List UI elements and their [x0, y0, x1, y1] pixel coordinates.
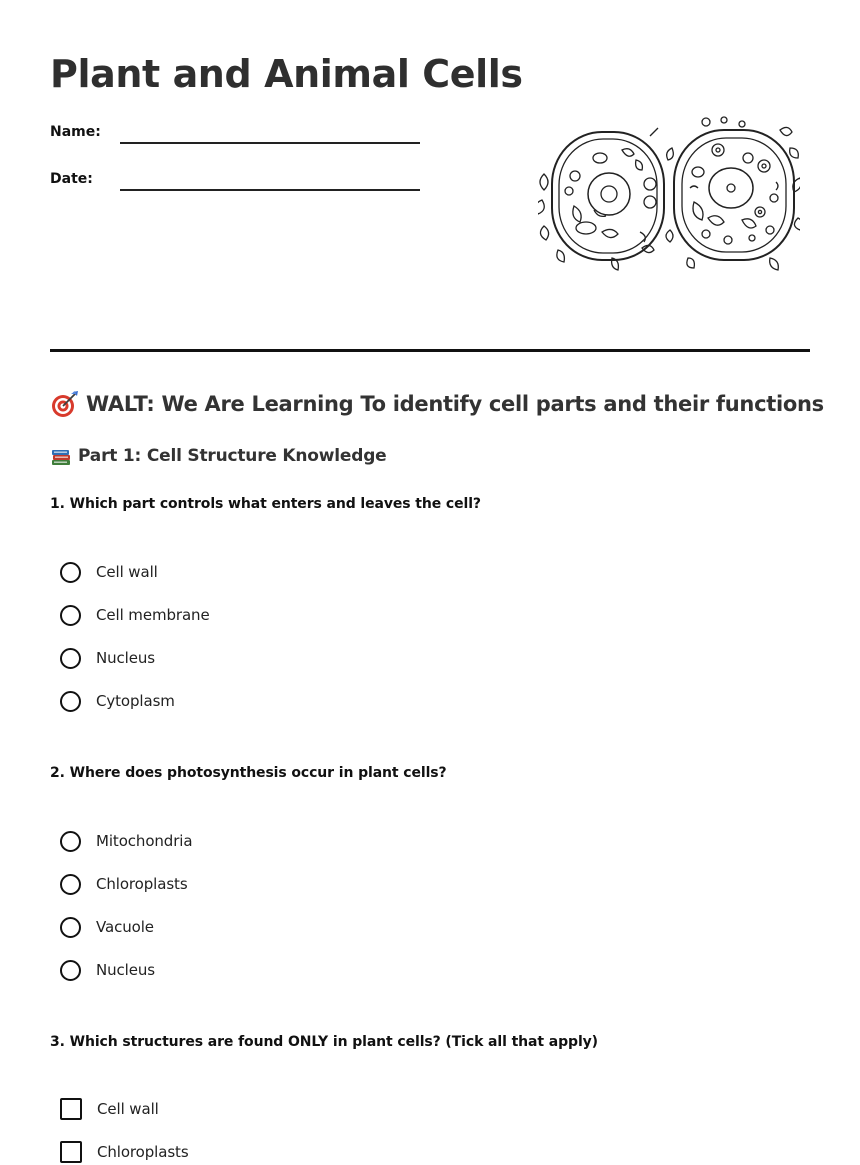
page-title: Plant and Animal Cells [50, 52, 523, 96]
cell-illustration [538, 108, 800, 278]
option-label: Chloroplasts [97, 1143, 189, 1161]
part1-heading [50, 443, 387, 469]
radio-button[interactable] [60, 917, 81, 938]
radio-button[interactable] [60, 605, 81, 626]
q1-option-cytoplasm[interactable] [60, 688, 175, 714]
target-icon [50, 389, 80, 419]
checkbox[interactable] [60, 1098, 82, 1120]
radio-button[interactable] [60, 691, 81, 712]
option-label: Cell membrane [96, 606, 210, 624]
question-1-text: 1. Which part controls what enters and leaves the cell? [50, 496, 481, 512]
section-divider [50, 349, 810, 352]
q1-option-cell-wall[interactable] [60, 559, 158, 585]
q2-option-nucleus[interactable] [60, 957, 155, 983]
date-field[interactable] [50, 170, 420, 200]
q1-option-nucleus[interactable] [60, 645, 155, 671]
date-label: Date: [50, 171, 93, 187]
option-label: Mitochondria [96, 832, 193, 850]
q1-option-cell-membrane[interactable] [60, 602, 210, 628]
date-line[interactable] [120, 189, 420, 191]
option-label: Cytoplasm [96, 692, 175, 710]
walt-text: WALT: We Are Learning To identify cell parts and their functions [86, 392, 824, 416]
radio-button[interactable] [60, 874, 81, 895]
radio-button[interactable] [60, 831, 81, 852]
radio-button[interactable] [60, 562, 81, 583]
option-label: Vacuole [96, 918, 154, 936]
option-label: Nucleus [96, 649, 155, 667]
q2-option-vacuole[interactable] [60, 914, 154, 940]
name-label: Name: [50, 124, 101, 140]
question-3-text: 3. Which structures are found ONLY in plant cells? (Tick all that apply) [50, 1034, 598, 1050]
radio-button[interactable] [60, 648, 81, 669]
option-label: Nucleus [96, 961, 155, 979]
part1-heading-text: Part 1: Cell Structure Knowledge [78, 446, 387, 466]
checkbox[interactable] [60, 1141, 82, 1163]
option-label: Cell wall [97, 1100, 159, 1118]
question-2-text: 2. Where does photosynthesis occur in plant cells? [50, 765, 447, 781]
q3-option-chloroplasts[interactable] [60, 1139, 189, 1165]
option-label: Chloroplasts [96, 875, 188, 893]
q2-option-mitochondria[interactable] [60, 828, 192, 854]
walt-heading [50, 388, 824, 420]
option-label: Cell wall [96, 563, 158, 581]
name-field[interactable] [50, 123, 420, 153]
q2-option-chloroplasts[interactable] [60, 871, 188, 897]
books-icon [50, 445, 72, 467]
q3-option-cell-wall[interactable] [60, 1096, 159, 1122]
radio-button[interactable] [60, 960, 81, 981]
worksheet-page [50, 0, 824, 1161]
name-line[interactable] [120, 142, 420, 144]
